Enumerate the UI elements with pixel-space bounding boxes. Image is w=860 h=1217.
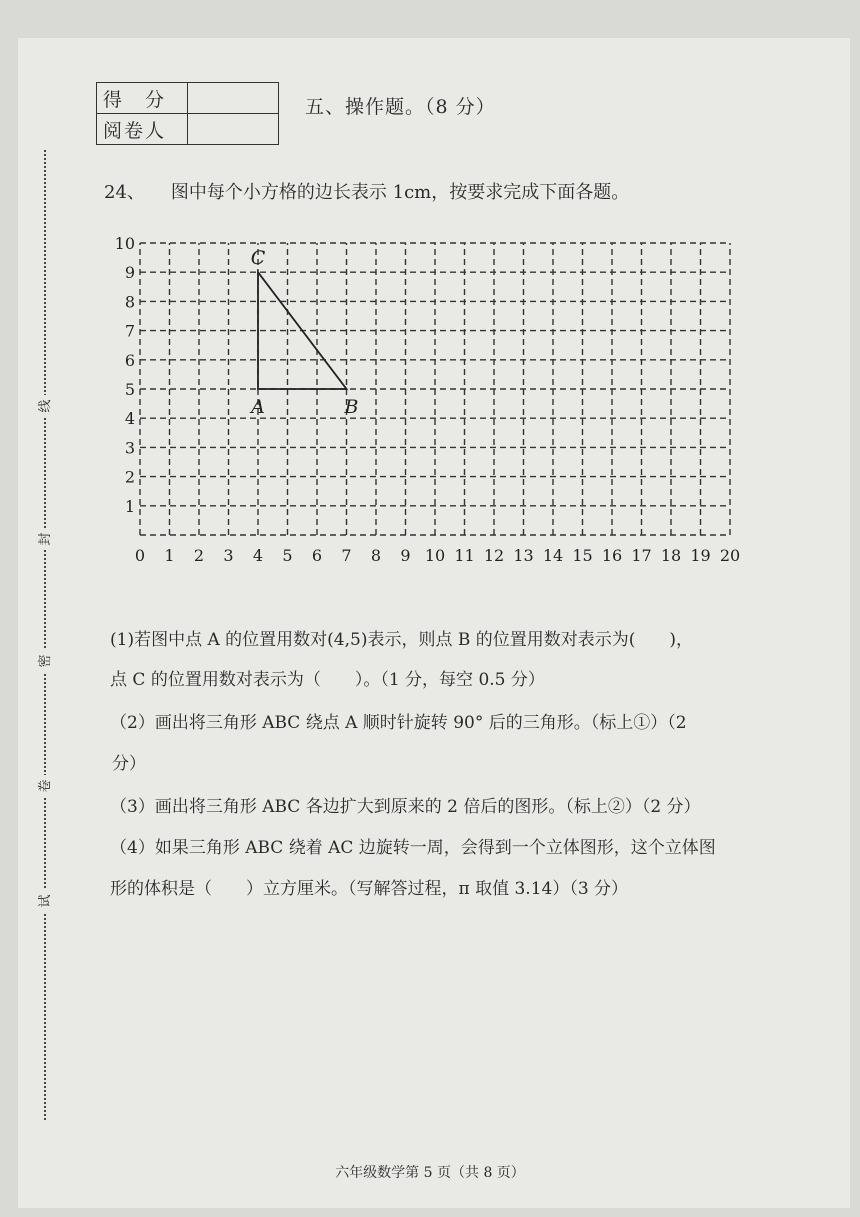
x-tick-label: 9 (400, 546, 411, 565)
vertex-label-c: C (250, 247, 266, 270)
exam-paper (18, 38, 850, 1208)
x-tick-label: 2 (193, 546, 205, 565)
x-tick-label: 3 (223, 546, 234, 565)
item-2-line-2: 分） (112, 754, 146, 774)
score-box[interactable] (188, 83, 279, 114)
dotted-binding-line (44, 150, 46, 1120)
y-tick-label: 6 (124, 350, 135, 370)
margin-char-line: 线 (35, 395, 57, 417)
question-text: 图中每个小方格的边长表示 1cm，按要求完成下面各题。 (170, 182, 630, 203)
grader-label: 阅卷人 (97, 114, 188, 145)
page-footer: 六年级数学第 5 页（共 8 页） (335, 1165, 525, 1181)
x-tick-label: 6 (311, 546, 323, 565)
x-tick-label: 0 (134, 546, 146, 565)
x-tick-label: 17 (631, 546, 652, 565)
item-4-line-2: 形的体积是（ ）立方厘米。（写解答过程，π 取值 3.14）（3 分） (110, 879, 629, 899)
y-tick-label: 5 (124, 380, 135, 399)
item-1-line-2: 点 C 的位置用数对表示为（ ）。（1 分，每空 0.5 分） (110, 670, 545, 690)
question-prompt (104, 178, 629, 204)
x-tick-label: 19 (690, 546, 711, 565)
x-tick-label: 4 (252, 546, 264, 565)
x-tick-label: 12 (483, 546, 505, 565)
x-tick-label: 7 (341, 546, 352, 565)
y-tick-label: 9 (124, 263, 135, 283)
item-3-line-1: （3）画出将三角形 ABC 各边扩大到原来的 2 倍后的图形。（标上②）（2 分） (110, 797, 701, 817)
x-tick-label: 11 (454, 546, 475, 565)
y-tick-label: 2 (124, 467, 135, 487)
x-tick-label: 8 (370, 546, 382, 565)
x-tick-label: 20 (719, 546, 741, 565)
x-tick-label: 13 (513, 546, 534, 565)
x-tick-label: 10 (424, 546, 446, 565)
item-1-line-1: (1)若图中点 A 的位置用数对(4,5)表示，则点 B 的位置用数对表示为( )， (110, 630, 694, 650)
grid-svg (110, 225, 741, 570)
y-tick-label: 7 (124, 321, 135, 341)
x-tick-label: 16 (601, 546, 623, 565)
margin-char-secret: 密 (35, 650, 57, 672)
section-title: 五、操作题。（8 分） (305, 96, 496, 118)
question-number: 24、 (104, 182, 145, 203)
x-tick-label: 14 (542, 546, 564, 565)
y-tick-label: 8 (124, 292, 135, 312)
x-tick-label: 5 (282, 546, 293, 565)
score-label: 得 分 (97, 83, 188, 114)
vertex-label-a: A (251, 396, 265, 418)
y-tick-label: 1 (124, 496, 135, 516)
grader-box[interactable] (188, 114, 279, 145)
margin-char-exam: 试 (35, 890, 57, 912)
margin-char-paper: 卷 (35, 775, 57, 797)
x-tick-label: 1 (164, 546, 175, 565)
binding-margin (30, 150, 60, 1120)
margin-char-seal: 封 (35, 528, 57, 550)
y-tick-label: 3 (124, 438, 135, 458)
score-table (96, 82, 279, 145)
item-4-line-1: （4）如果三角形 ABC 绕着 AC 边旋转一周，会得到一个立体图形，这个立体图 (110, 838, 716, 858)
item-2-line-1: （2）画出将三角形 ABC 绕点 A 顺时针旋转 90° 后的三角形。（标上①）（2 (110, 713, 687, 733)
vertex-label-b: B (344, 396, 359, 418)
y-tick-label: 4 (124, 409, 135, 429)
x-tick-label: 15 (572, 546, 593, 565)
coordinate-grid (110, 225, 741, 574)
x-tick-label: 18 (660, 546, 682, 565)
y-tick-label: 10 (114, 234, 135, 253)
